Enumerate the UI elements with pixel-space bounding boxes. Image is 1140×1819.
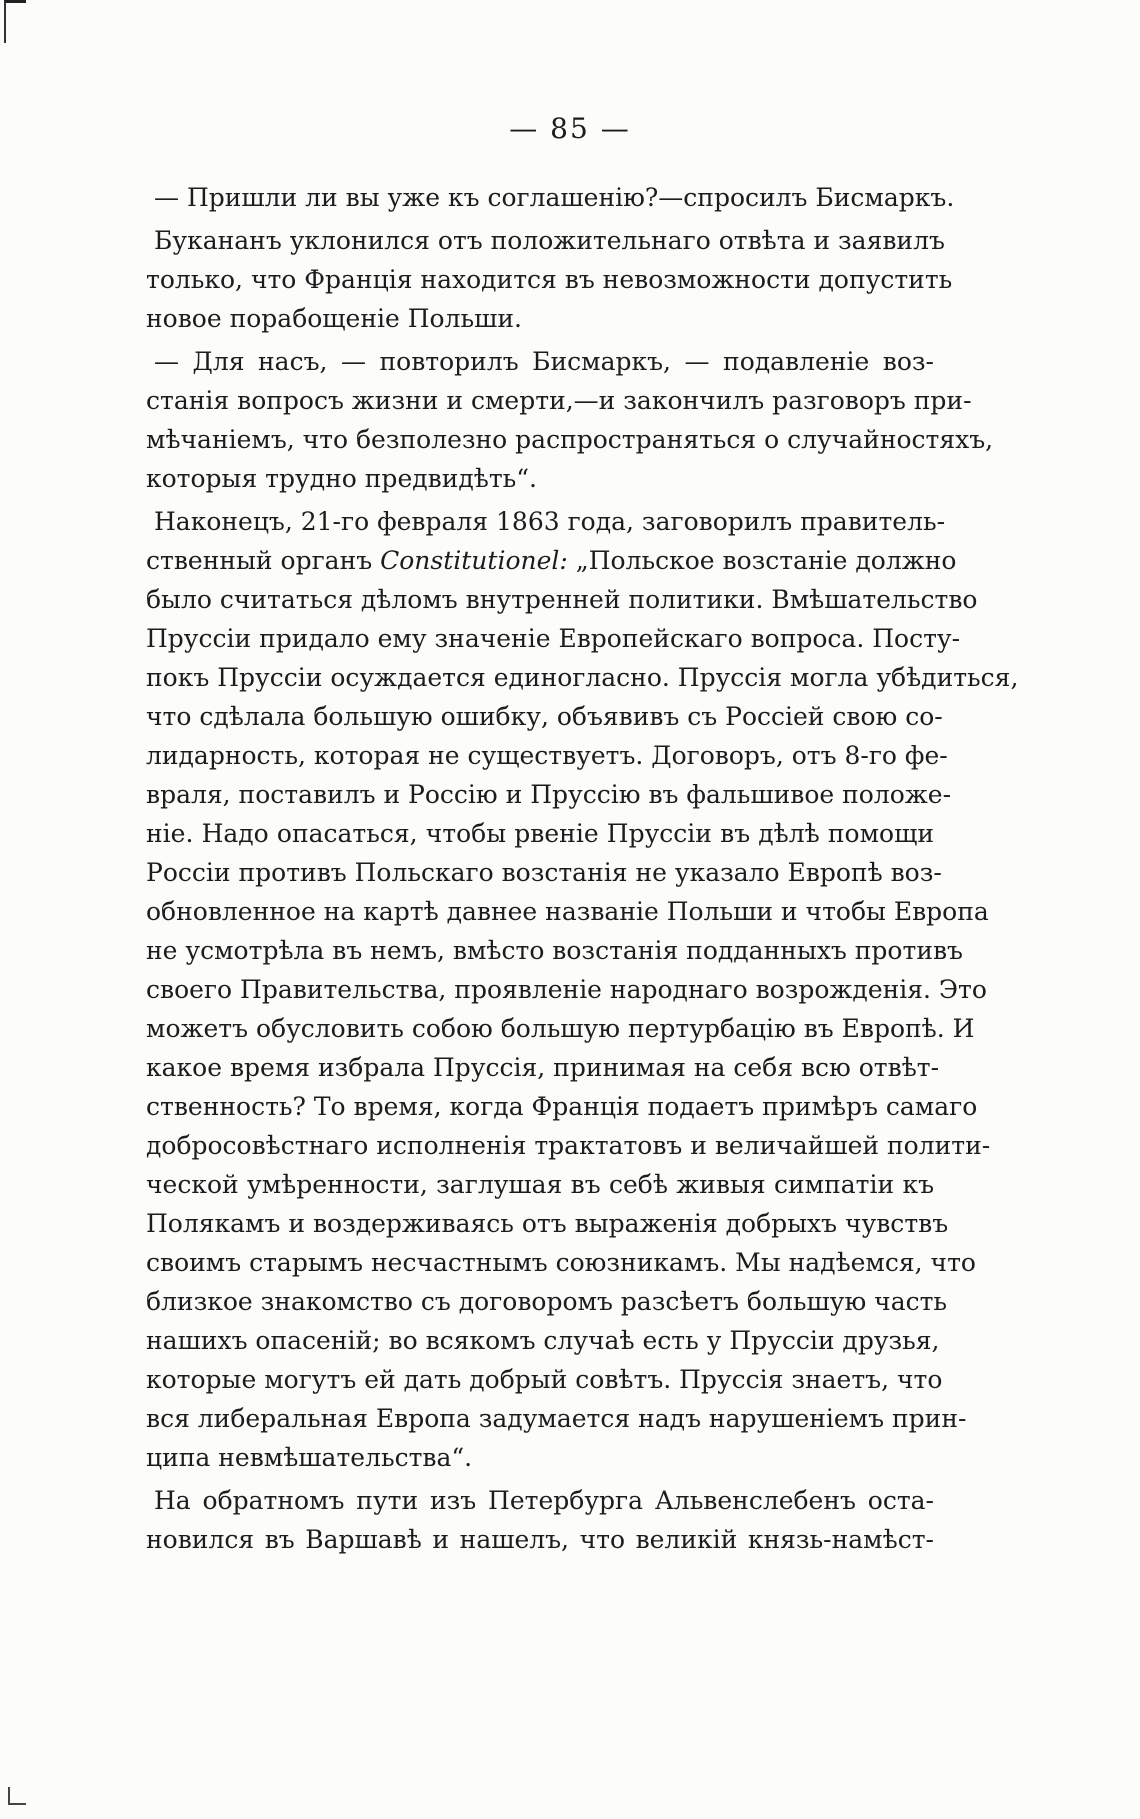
text-line: было считаться дѣломъ внутренней политики. Вмѣшательство	[146, 585, 978, 614]
paragraph-4	[146, 502, 1019, 1477]
text-line: не усмотрѣла въ немъ, вмѣсто возстанія подданныхъ противъ	[146, 936, 963, 965]
text-line: своего Правительства, проявленіе народнаго возрожденія. Это	[146, 975, 987, 1004]
text-line: ципа невмѣшательства“.	[146, 1443, 473, 1472]
newspaper-name: Constitutionel:	[380, 546, 568, 575]
text-line-with-italic	[146, 541, 957, 580]
page-body-text	[146, 178, 1019, 1559]
text-line: только, что Франція находится въ невозможности допустить	[146, 265, 953, 294]
text-line: Россіи противъ Польскаго возстанія не указало Европѣ воз-	[146, 858, 942, 887]
text-line: враля, поставилъ и Россію и Пруссію въ фальшивое положе-	[146, 780, 952, 809]
text-line: ніе. Надо опасаться, чтобы рвеніе Пруссіи въ дѣлѣ помощи	[146, 819, 934, 848]
text-line: Наконецъ, 21-го февраля 1863 года, заговорилъ правитель-	[154, 507, 946, 536]
text-line: лидарность, которая не существуетъ. Договоръ, отъ 8-го фе-	[146, 741, 948, 770]
text-line: что сдѣлала большую ошибку, объявивъ съ Россіей свою со-	[146, 702, 943, 731]
scan-edge-mark	[4, 0, 26, 43]
text-line: Пруссіи придало ему значеніе Европейскаго вопроса. Посту-	[146, 624, 961, 653]
open-quote-mark: „	[575, 546, 589, 575]
text-line: — Пришли ли вы уже къ соглашенію?—спросилъ Бисмаркъ.	[154, 183, 955, 212]
text-line: На обратномъ пути изъ Петербурга Альвенслебенъ оста-	[154, 1486, 934, 1515]
text-line: вся либеральная Европа задумается надъ нарушеніемъ прин-	[146, 1404, 967, 1433]
text-line: нашихъ опасеній; во всякомъ случаѣ есть у Пруссіи друзья,	[146, 1326, 940, 1355]
paragraph-5	[146, 1481, 934, 1559]
paragraph-1	[146, 178, 955, 217]
paragraph-2	[146, 221, 953, 338]
text-line: ственность? То время, когда Франція подаетъ примѣръ самаго	[146, 1092, 978, 1121]
page-number: — 85 —	[509, 112, 631, 145]
text-line: обновленное на картѣ давнее названіе Польши и чтобы Европа	[146, 897, 989, 926]
text-line: Полякамъ и воздерживаясь отъ выраженія добрыхъ чувствъ	[146, 1209, 949, 1238]
text-line: добросовѣстнаго исполненія трактатовъ и величайшей полити-	[146, 1131, 991, 1160]
text-line: станія вопросъ жизни и смерти,—и закончилъ разговоръ при-	[146, 386, 972, 415]
text-line: новился въ Варшавѣ и нашелъ, что великій князь-намѣст-	[146, 1525, 934, 1554]
text-line: которыя трудно предвидѣть“.	[146, 464, 538, 493]
text-fragment: Польское возстаніе должно	[588, 546, 957, 575]
text-line: покъ Пруссіи осуждается единогласно. Пруссія могла убѣдиться,	[146, 663, 1019, 692]
text-fragment: ственный органъ	[146, 546, 381, 575]
text-line: новое порабощеніе Польши.	[146, 304, 522, 333]
text-line: какое время избрала Пруссія, принимая на себя всю отвѣт-	[146, 1053, 940, 1082]
text-line: мѣчаніемъ, что безполезно распространяться о случайностяхъ,	[146, 425, 994, 454]
paragraph-3	[146, 342, 994, 498]
text-line: своимъ старымъ несчастнымъ союзникамъ. Мы надѣемся, что	[146, 1248, 976, 1277]
scan-edge-mark	[8, 1787, 26, 1805]
text-line: Букананъ уклонился отъ положительнаго отвѣта и заявилъ	[154, 226, 945, 255]
text-line: близкое знакомство съ договоромъ разсѣетъ большую часть	[146, 1287, 948, 1316]
text-line: которые могутъ ей дать добрый совѣтъ. Пруссія знаетъ, что	[146, 1365, 943, 1394]
text-line: ческой умѣренности, заглушая въ себѣ живыя симпатіи къ	[146, 1170, 934, 1199]
text-line: можетъ обусловить собою большую пертурбацію въ Европѣ. И	[146, 1014, 975, 1043]
text-line: — Для насъ, — повторилъ Бисмаркъ, — подавленіе воз-	[154, 347, 934, 376]
